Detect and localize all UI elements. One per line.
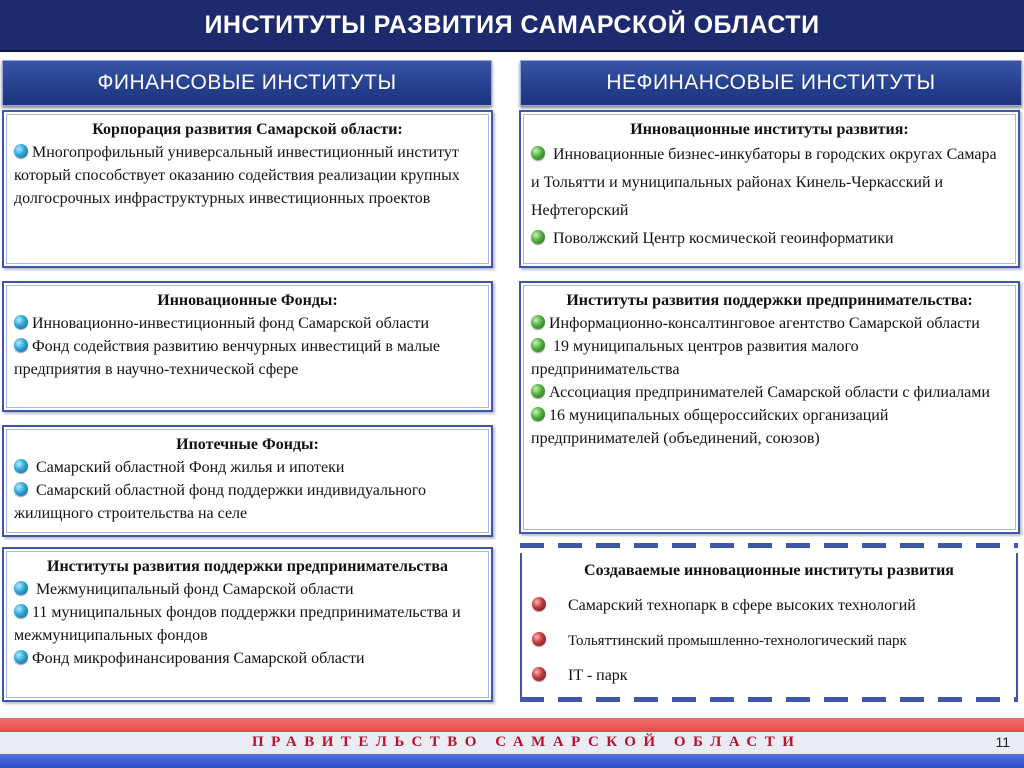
- bullet-icon: [14, 338, 28, 352]
- bullet-icon: [14, 459, 28, 473]
- list-item: [531, 381, 1008, 404]
- dashed-divider-bottom: [520, 697, 1018, 702]
- box-heading: Институты развития поддержки предпринимательства:: [566, 292, 973, 309]
- item-text: Фонд содействия развитию венчурных инвестиций в малые предприятия в научно-технической сфере: [14, 338, 440, 378]
- box-heading: Инновационные Фонды:: [157, 292, 338, 309]
- bullet-icon: [14, 482, 28, 496]
- bullet-icon: [531, 230, 545, 244]
- bullet-icon: [531, 315, 545, 329]
- bullet-icon: [14, 144, 28, 158]
- list-item: [14, 479, 481, 525]
- bullet-icon: [531, 384, 545, 398]
- entrepreneurship-institutes-box: [519, 281, 1020, 534]
- item-text: Самарский областной фонд поддержки индивидуального жилищного строительства на селе: [14, 482, 427, 522]
- footer-blue-stripe: [0, 754, 1024, 768]
- development-corporation-box: [2, 110, 493, 268]
- list-item: [532, 632, 907, 650]
- box-heading: Инновационные институты развития:: [630, 121, 909, 138]
- list-item: [14, 456, 481, 479]
- mortgage-funds-box: [2, 425, 493, 537]
- innovation-institutes-box: [519, 110, 1020, 268]
- list-item: [531, 312, 1008, 335]
- bullet-icon: [531, 407, 545, 421]
- footer-red-stripe: [0, 718, 1024, 732]
- list-item: [532, 667, 628, 685]
- item-text: Инновационные бизнес-инкубаторы в городских округах Самара и Тольятти и муниципальных районах Кинель-Черкасский и Нефтегорский: [531, 146, 997, 219]
- bullet-icon: [531, 146, 545, 160]
- bullet-icon: [14, 581, 28, 595]
- list-item: [531, 225, 1008, 253]
- bullet-icon: [532, 632, 546, 646]
- item-text: 19 муниципальных центров развития малого предпринимательства: [531, 338, 859, 378]
- item-text: Тольяттинский промышленно-технологический парк: [568, 633, 907, 649]
- list-item: [532, 597, 916, 615]
- box-heading: Ипотечные Фонды:: [176, 436, 319, 453]
- list-item: [14, 578, 481, 601]
- new-innovation-institutes-box: [520, 553, 1018, 699]
- page-title: ИНСТИТУТЫ РАЗВИТИЯ САМАРСКОЙ ОБЛАСТИ: [0, 0, 1024, 52]
- page-number: 11: [995, 734, 1010, 750]
- list-item: [14, 141, 481, 210]
- entrepreneurship-support-box: [2, 547, 493, 702]
- item-text: IT - парк: [568, 667, 628, 684]
- list-item: [14, 335, 481, 381]
- item-text: Информационно-консалтинговое агентство Самарской области: [549, 315, 980, 332]
- list-item: [531, 141, 1008, 225]
- innovation-funds-box: [2, 281, 493, 412]
- item-text: Инновационно-инвестиционный фонд Самарской области: [32, 315, 430, 332]
- box-heading: Институты развития поддержки предпринимательства: [47, 558, 448, 575]
- item-text: Самарский технопарк в сфере высоких технологий: [568, 597, 916, 614]
- nonfinancial-institutions-header: НЕФИНАНСОВЫЕ ИНСТИТУТЫ: [520, 60, 1022, 106]
- bullet-icon: [14, 315, 28, 329]
- bullet-icon: [14, 650, 28, 664]
- list-item: [531, 404, 1008, 450]
- box-heading: Создаваемые инновационные институты развития: [584, 562, 954, 579]
- list-item: [531, 335, 1008, 381]
- footer-government-label: ПРАВИТЕЛЬСТВО САМАРСКОЙ ОБЛАСТИ: [252, 734, 802, 750]
- bullet-icon: [532, 667, 546, 681]
- bullet-icon: [532, 597, 546, 611]
- item-text: Фонд микрофинансирования Самарской области: [32, 650, 365, 667]
- box-heading: Корпорация развития Самарской области:: [92, 121, 403, 138]
- financial-institutions-header: ФИНАНСОВЫЕ ИНСТИТУТЫ: [2, 60, 492, 106]
- item-text: Самарский областной Фонд жилья и ипотеки: [32, 459, 345, 476]
- item-text: Межмуниципальный фонд Самарской области: [32, 581, 354, 598]
- dashed-divider-top: [520, 543, 1018, 548]
- bullet-icon: [14, 604, 28, 618]
- bullet-icon: [531, 338, 545, 352]
- item-text: Многопрофильный универсальный инвестиционный институт который способствует оказанию содействия реализации крупных долгосрочных инфраструктурных инвестиционных проектов: [14, 144, 460, 207]
- list-item: [14, 312, 481, 335]
- item-text: Поволжский Центр космической геоинформатики: [549, 230, 894, 247]
- list-item: [14, 647, 481, 670]
- item-text: 11 муниципальных фондов поддержки предпринимательства и межмуниципальных фондов: [14, 604, 461, 644]
- list-item: [14, 601, 481, 647]
- item-text: Ассоциация предпринимателей Самарской области с филиалами: [549, 384, 990, 401]
- item-text: 16 муниципальных общероссийских организаций предпринимателей (объединений, союзов): [531, 407, 889, 447]
